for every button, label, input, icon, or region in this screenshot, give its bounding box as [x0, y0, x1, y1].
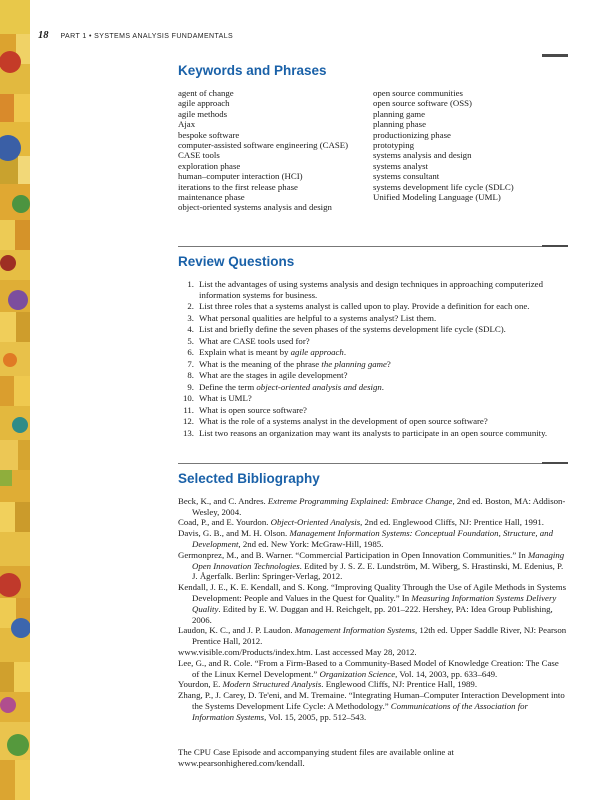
keyword: computer-assisted software engineering (CASE) — [178, 140, 349, 151]
review-question — [178, 428, 568, 439]
question-text: What are the stages in agile development? — [199, 370, 348, 381]
review-question — [178, 279, 568, 301]
online-resources-note: The CPU Case Episode and accompanying student files are available online at www.pearsonhighered.com/kendall. — [178, 746, 454, 768]
question-text: List and briefly define the seven phases of the systems development life cycle (SDLC). — [199, 324, 506, 335]
keyword: iterations to the first release phase — [178, 181, 298, 192]
keyword: agile approach — [178, 98, 230, 109]
keyword: planning phase — [373, 119, 427, 130]
page-number: 18 — [38, 30, 49, 41]
keywords-section — [178, 56, 568, 213]
keyword: productionizing phase — [373, 129, 451, 140]
keyword: systems analysis and design — [373, 150, 472, 161]
review-questions-title: Review Questions — [178, 253, 295, 269]
question-text: What are CASE tools used for? — [199, 335, 310, 346]
keyword: agent of change — [178, 88, 234, 98]
bibliography-list — [178, 496, 568, 723]
review-questions-list — [178, 279, 568, 439]
running-header — [38, 30, 233, 41]
keyword: Unified Modeling Language (UML) — [373, 192, 501, 203]
section-rule — [178, 463, 568, 467]
bibliography-entry: Coad, P., and E. Yourdon. Object-Oriented Analysis, 2nd ed. Englewood Cliffs, NJ: Prentice Hall, 1991. — [178, 517, 544, 528]
review-question — [178, 370, 568, 381]
keyword: object-oriented systems analysis and design — [178, 202, 332, 213]
question-number: 12. — [183, 416, 194, 427]
review-question — [178, 405, 568, 416]
keywords-title: Keywords and Phrases — [178, 63, 327, 78]
keywords-list — [178, 88, 568, 213]
keyword: maintenance phase — [178, 192, 245, 203]
question-number: 8. — [187, 370, 194, 381]
bibliography-entry: Beck, K., and C. Andres. Extreme Programming Explained: Embrace Change, 2nd ed. Boston, MA: Addison-Wesley, 2004. — [178, 495, 566, 517]
review-question — [178, 416, 568, 427]
bibliography-entry: www.visible.com/Products/index.htm. Last accessed May 28, 2012. — [178, 647, 417, 658]
question-text: What is the role of a systems analyst in the development of open source software? — [199, 416, 488, 427]
section-rule — [178, 246, 568, 250]
keyword: open source communities — [373, 88, 463, 98]
question-number: 4. — [187, 324, 194, 335]
keywords-column-left — [178, 88, 373, 213]
part-title: PART 1 • SYSTEMS ANALYSIS FUNDAMENTALS — [60, 33, 234, 40]
question-number: 3. — [187, 312, 194, 323]
review-question — [178, 313, 568, 324]
question-text: What is the meaning of the phrase the planning game? — [199, 358, 391, 369]
keyword: prototyping — [373, 140, 415, 151]
bibliography-title: Selected Bibliography — [178, 470, 320, 486]
bibliography-section — [178, 463, 568, 723]
page-content — [178, 56, 568, 769]
question-number: 9. — [187, 381, 194, 392]
keywords-column-right — [373, 88, 568, 213]
bibliography-entry: Zhang, P., J. Carey, D. Te'eni, and M. Tremaine. “Integrating Human–Computer Interaction Development into the Systems Development Life Cycle: A Methodology.” Communications of the Association for Information Systems, Vol. 15, 2005, pp. 512–543. — [178, 690, 565, 722]
question-number: 2. — [187, 301, 194, 312]
keyword: systems development life cycle (SDLC) — [373, 181, 514, 192]
question-number: 7. — [187, 358, 194, 369]
question-number: 5. — [187, 335, 194, 346]
question-text: What is UML? — [199, 393, 252, 404]
keyword: exploration phase — [178, 160, 241, 171]
question-number: 13. — [183, 427, 194, 438]
bibliography-entry: Lee, G., and R. Cole. “From a Firm-Based to a Community-Based Model of Knowledge Creation: The Case of the Linux Kernel Development.” Organization Science, Vol. 14, 2003, pp. 633–649. — [178, 657, 559, 679]
bibliography-entry: Laudon, K. C., and J. P. Laudon. Management Information Systems, 12th ed. Upper Saddle River, NJ: Pearson Prentice Hall, 2012. — [178, 625, 567, 647]
question-text: List two reasons an organization may want its analysts to participate in an open source community. — [199, 427, 548, 438]
question-number: 10. — [183, 393, 194, 404]
keyword: human–computer interaction (HCI) — [178, 171, 303, 182]
review-question — [178, 347, 568, 358]
question-number: 6. — [187, 347, 194, 358]
keyword: open source software (OSS) — [373, 98, 472, 109]
review-question — [178, 359, 568, 370]
question-text: List three roles that a systems analyst is called upon to play. Provide a definition for each one. — [199, 301, 530, 312]
keyword: bespoke software — [178, 129, 240, 140]
keyword: systems analyst — [373, 160, 428, 171]
question-text: What is open source software? — [199, 404, 307, 415]
bibliography-entry: Davis, G. B., and M. H. Olson. Management Information Systems: Conceptual Foundation, Structure, and Development, 2nd ed. New York: McGraw-Hill, 1985. — [178, 528, 553, 550]
bibliography-entry: Yourdon, E. Modern Structured Analysis. Englewood Cliffs, NJ: Prentice Hall, 1989. — [178, 679, 478, 690]
question-text: Define the term object-oriented analysis and design. — [199, 381, 384, 392]
bibliography-entry: Germonprez, M., and B. Warner. “Commercial Participation in Open Innovation Communities.” In Managing Open Innovation Technologies. Edited by J. S. Z. E. Lundström, M. Wiberg, S. Hrastinski, M. Edenius, P. J. Ågerfalk. Berlin: Springer-Verlag, 2012. — [178, 549, 565, 582]
bibliography-entry: Kendall, J. E., K. E. Kendall, and S. Kong. “Improving Quality Through the Use of Agile Methods in Systems Development: People and Values in the Quest for Quality.” In Measuring Information Systems Delivery Quality. Edited by E. W. Duggan and H. Reichgelt, pp. 201–222. Hershey, PA: Idea Group Publishing, 2006. — [178, 582, 567, 625]
question-text: What personal qualities are helpful to a systems analyst? List them. — [199, 312, 437, 323]
keyword: planning game — [373, 108, 426, 119]
review-questions-section — [178, 246, 568, 439]
review-question — [178, 324, 568, 335]
review-question — [178, 382, 568, 393]
keyword: systems consultant — [373, 171, 440, 182]
review-question — [178, 336, 568, 347]
question-text: List the advantages of using systems analysis and design techniques in approaching computerized information systems for business. — [199, 278, 543, 300]
question-text: Explain what is meant by agile approach. — [199, 347, 347, 358]
decorative-mosaic-artwork — [0, 0, 30, 800]
keyword: Ajax — [178, 119, 196, 130]
section-rule — [178, 56, 568, 59]
review-question — [178, 393, 568, 404]
question-number: 11. — [183, 404, 194, 415]
question-number: 1. — [187, 278, 194, 289]
review-question — [178, 301, 568, 312]
keyword: CASE tools — [178, 150, 220, 161]
keyword: agile methods — [178, 108, 228, 119]
